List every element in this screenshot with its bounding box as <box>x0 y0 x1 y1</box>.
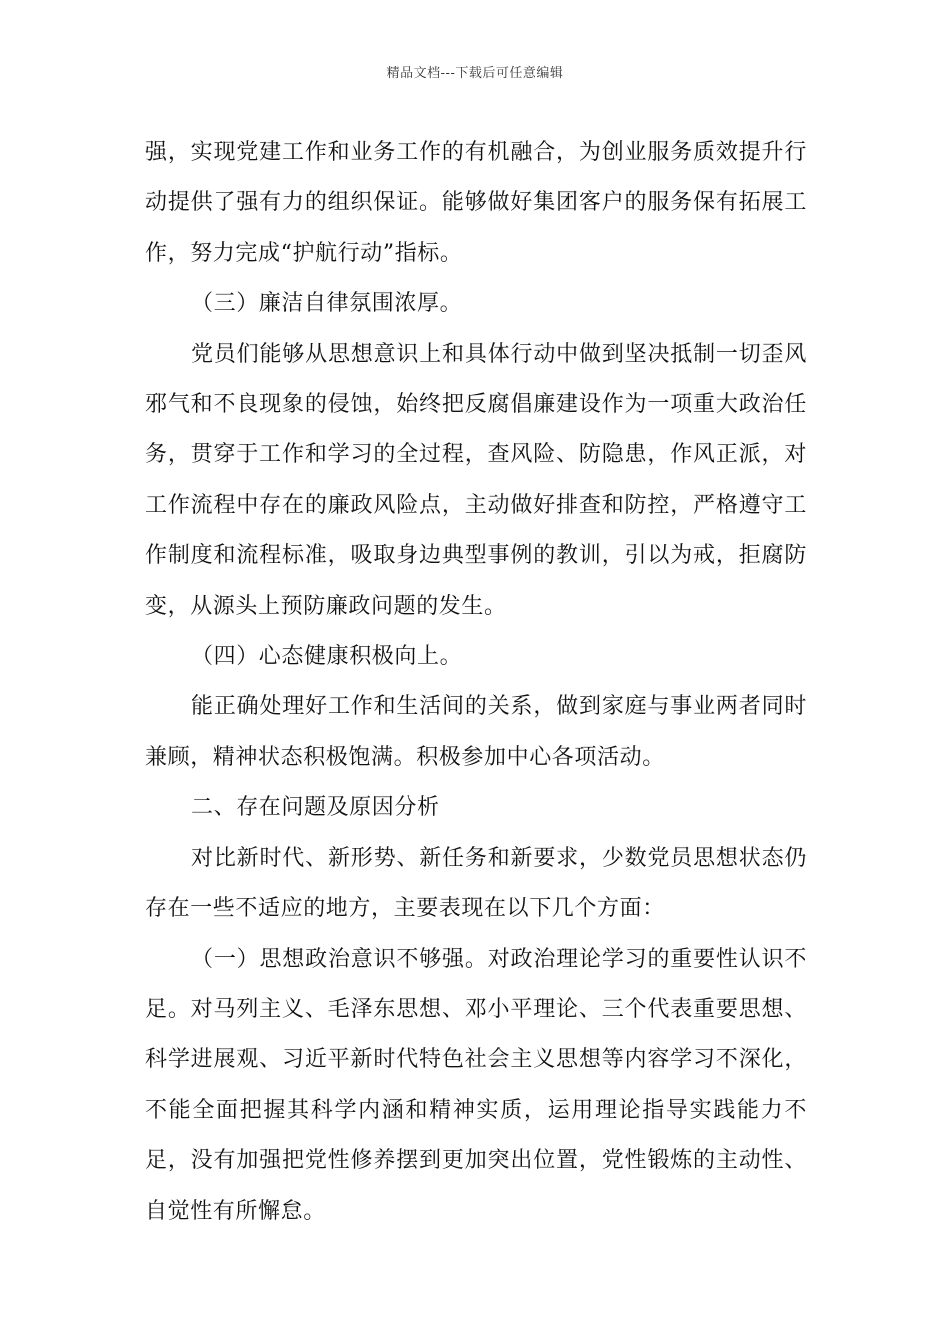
document-body <box>145 128 807 1237</box>
section-heading-4: （四）心态健康积极向上。 <box>191 644 463 670</box>
paragraph-problem-1: （一）思想政治意识不够强。对政治理论学习的重要性认识不足。对马列主义、毛泽东思想、邓小平理论、三个代表重要思想、科学进展观、习近平新时代特色社会主义思想等内容学习不深化，不能全面把握其科学内涵和精神实质，运用理论指导实践能力不足，没有加强把党性修养摆到更加突出位置，党性锻炼的主动性、自觉性有所懈怠。 <box>145 946 807 1224</box>
page-header: 精品文档---下载后可任意编辑 <box>386 66 564 81</box>
paragraph-continuation: 强，实现党建工作和业务工作的有机融合，为创业服务质效提升行动提供了强有力的组织保证。能够做好集团客户的服务保有拓展工作，努力完成“护航行动”指标。 <box>145 140 807 266</box>
section-heading-3: （三）廉洁自律氛围浓厚。 <box>191 291 463 317</box>
paragraph-mindset: 能正确处理好工作和生活间的关系，做到家庭与事业两者同时兼顾，精神状态积极饱满。积极参加中心各项活动。 <box>145 694 807 770</box>
paragraph-problems-intro: 对比新时代、新形势、新任务和新要求，少数党员思想状态仍存在一些不适应的地方，主要表现在以下几个方面： <box>145 845 807 922</box>
section-heading-problems: 二、存在问题及原因分析 <box>191 795 440 821</box>
paragraph-integrity: 党员们能够从思想意识上和具体行动中做到坚决抵制一切歪风邪气和不良现象的侵蚀，始终把反腐倡廉建设作为一项重大政治任务，贯穿于工作和学习的全过程，查风险、防隐患，作风正派，对工作流程中存在的廉政风险点，主动做好排查和防控，严格遵守工作制度和流程标准，吸取身边典型事例的教训，引以为戒，拒腐防变，从源头上预防廉政问题的发生。 <box>145 341 807 619</box>
